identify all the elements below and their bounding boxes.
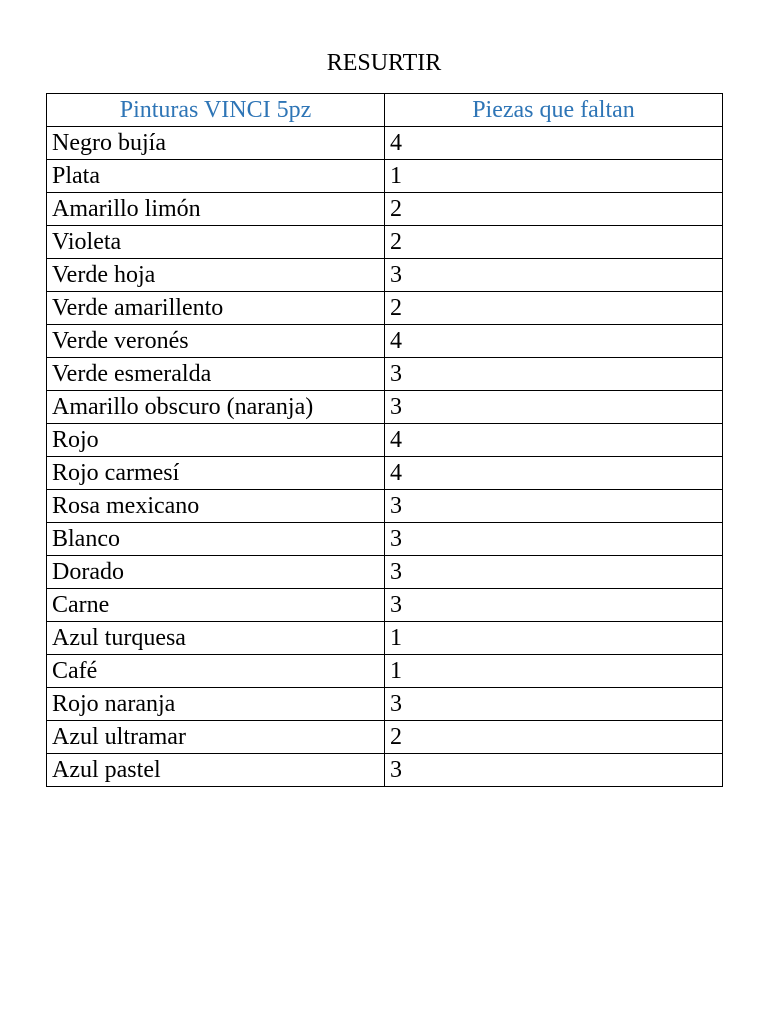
paint-name-cell: Rojo <box>47 424 385 457</box>
missing-count-cell: 2 <box>385 226 723 259</box>
missing-count-cell: 4 <box>385 325 723 358</box>
paint-name-cell: Azul ultramar <box>47 721 385 754</box>
paint-name-cell: Verde veronés <box>47 325 385 358</box>
paint-name-cell: Blanco <box>47 523 385 556</box>
table-row <box>47 424 723 457</box>
missing-count-cell: 3 <box>385 259 723 292</box>
paint-name-cell: Verde hoja <box>47 259 385 292</box>
paint-name-cell: Negro bujía <box>47 127 385 160</box>
paint-name-cell: Plata <box>47 160 385 193</box>
table-row <box>47 655 723 688</box>
paint-name-cell: Dorado <box>47 556 385 589</box>
table-row <box>47 556 723 589</box>
missing-count-cell: 3 <box>385 391 723 424</box>
missing-count-cell: 1 <box>385 160 723 193</box>
paint-name-cell: Amarillo limón <box>47 193 385 226</box>
table-row <box>47 754 723 787</box>
paint-name-cell: Café <box>47 655 385 688</box>
table-row <box>47 688 723 721</box>
missing-count-cell: 3 <box>385 490 723 523</box>
table-row <box>47 193 723 226</box>
missing-count-cell: 4 <box>385 127 723 160</box>
paint-name-cell: Azul turquesa <box>47 622 385 655</box>
missing-count-cell: 2 <box>385 193 723 226</box>
table-row <box>47 226 723 259</box>
paint-name-cell: Rojo carmesí <box>47 457 385 490</box>
missing-count-cell: 3 <box>385 358 723 391</box>
paint-name-cell: Verde esmeralda <box>47 358 385 391</box>
header-row <box>47 94 723 127</box>
table-row <box>47 457 723 490</box>
paint-name-cell: Violeta <box>47 226 385 259</box>
missing-count-cell: 4 <box>385 457 723 490</box>
missing-count-cell: 2 <box>385 292 723 325</box>
missing-count-cell: 3 <box>385 556 723 589</box>
table-row <box>47 721 723 754</box>
paint-name-cell: Rojo naranja <box>47 688 385 721</box>
table-header <box>47 94 723 127</box>
column-header-missing-pieces: Piezas que faltan <box>385 94 723 127</box>
table-row <box>47 358 723 391</box>
missing-count-cell: 4 <box>385 424 723 457</box>
table-row <box>47 622 723 655</box>
missing-count-cell: 3 <box>385 754 723 787</box>
paint-name-cell: Carne <box>47 589 385 622</box>
table-row <box>47 292 723 325</box>
missing-count-cell: 1 <box>385 622 723 655</box>
paint-name-cell: Amarillo obscuro (naranja) <box>47 391 385 424</box>
table-body <box>47 127 723 787</box>
table-row <box>47 589 723 622</box>
missing-count-cell: 3 <box>385 688 723 721</box>
restock-table <box>46 93 723 787</box>
paint-name-cell: Rosa mexicano <box>47 490 385 523</box>
paint-name-cell: Verde amarillento <box>47 292 385 325</box>
table-row <box>47 391 723 424</box>
missing-count-cell: 3 <box>385 589 723 622</box>
paint-name-cell: Azul pastel <box>47 754 385 787</box>
table-row <box>47 259 723 292</box>
missing-count-cell: 3 <box>385 523 723 556</box>
table-row <box>47 523 723 556</box>
table-row <box>47 325 723 358</box>
column-header-paint: Pinturas VINCI 5pz <box>47 94 385 127</box>
missing-count-cell: 2 <box>385 721 723 754</box>
document-title: RESURTIR <box>326 50 442 76</box>
missing-count-cell: 1 <box>385 655 723 688</box>
table-row <box>47 490 723 523</box>
table-row <box>47 160 723 193</box>
table-row <box>47 127 723 160</box>
